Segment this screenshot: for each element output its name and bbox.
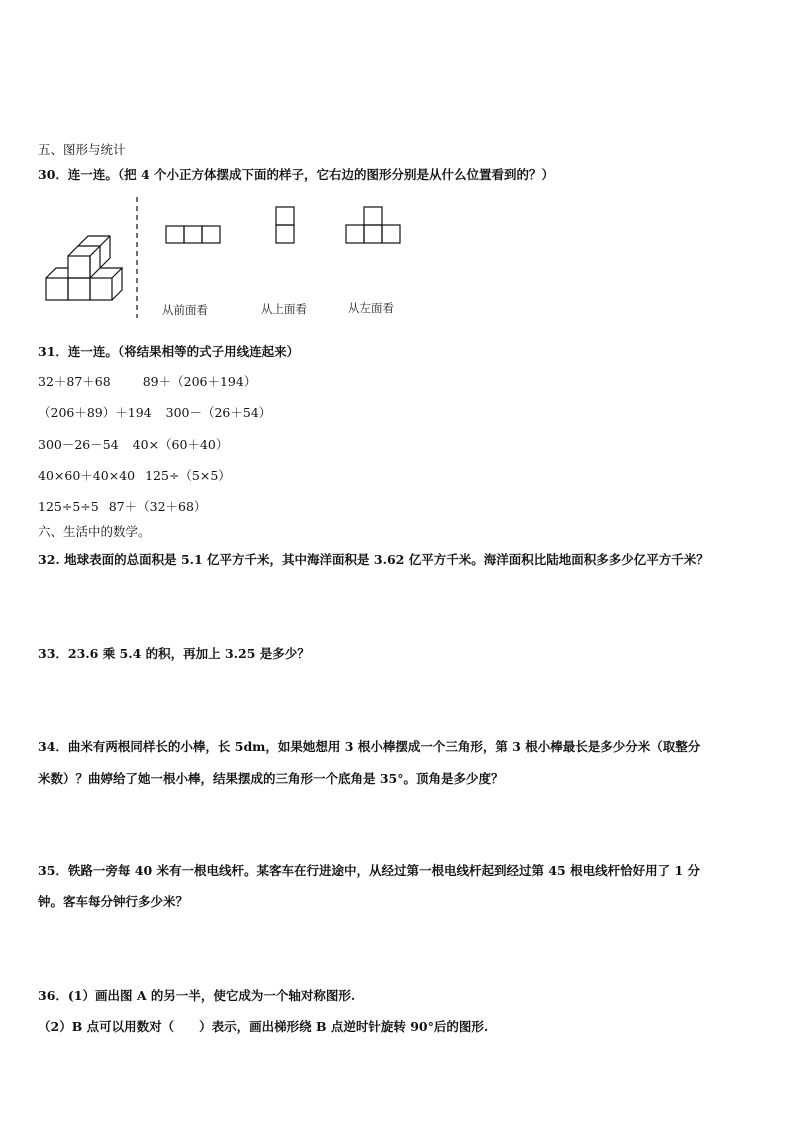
expression-left: 300－26－54 <box>38 437 119 452</box>
expression-row <box>38 437 228 453</box>
expression-row <box>38 468 231 484</box>
question-35-line-2: 钟。客车每分钟行多少米？ <box>38 894 189 909</box>
front-view-figure <box>166 226 220 243</box>
question-36-part-1: 36．(1）画出图 A 的另一半，使它成为一个轴对称图形. <box>38 988 356 1003</box>
expression-row <box>38 499 206 515</box>
question-33-text: 33．23.6 乘 5.4 的积，再加上 3.25 是多少？ <box>38 646 310 661</box>
expression-left: 40×60＋40×40 <box>38 468 136 483</box>
expression-row <box>38 405 271 421</box>
caption-top-view: 从上面看 <box>261 302 307 316</box>
expression-right: 125÷（5×5） <box>145 468 231 483</box>
expression-right: 89＋（206＋194） <box>142 374 257 389</box>
expression-left: 125÷5÷5 <box>38 499 99 514</box>
expression-left: （206＋89）＋194 <box>38 405 152 420</box>
expression-left: 32＋87＋68 <box>38 374 111 389</box>
question-34-line-1: 34．曲米有两根同样长的小棒，长 5dm，如果她想用 3 根小棒摆成一个三角形，第 3 根小棒最长是多少分米（取整分 <box>38 739 701 754</box>
cube-stack-figure <box>46 236 122 300</box>
question-34-line-2: 米数）？曲婷给了她一根小棒，结果摆成的三角形一个底角是 35°。顶角是多少度？ <box>38 771 504 786</box>
left-view-figure <box>346 207 400 243</box>
question-36-part-2: （2）B 点可以用数对（ ）表示，画出梯形绕 B 点逆时针旋转 90°后的图形. <box>38 1019 489 1034</box>
top-view-figure <box>276 207 294 243</box>
question-32-text: 32. 地球表面的总面积是 5.1 亿平方千米，其中海洋面积是 3.62 亿平方千米。海洋面积比陆地面积多多少亿平方千米？ <box>38 552 709 567</box>
question-35-line-1: 35．铁路一旁每 40 米有一根电线杆。某客车在行进途中，从经过第一根电线杆起到经过第 45 根电线杆恰好用了 1 分 <box>38 863 700 878</box>
expression-right: 300－（26＋54） <box>165 405 272 420</box>
caption-left-view: 从左面看 <box>348 301 394 315</box>
expression-row <box>38 374 256 390</box>
question-31-text: 31．连一连。（将结果相等的式子用线连起来） <box>38 344 300 359</box>
caption-front-view: 从前面看 <box>162 303 208 317</box>
section-5-title: 五、图形与统计 <box>38 142 126 157</box>
section-6-title: 六、生活中的数学。 <box>38 524 151 539</box>
question-30-text: 30．连一连。（把 4 个小正方体摆成下面的样子，它右边的图形分别是从什么位置看到的？） <box>38 167 555 182</box>
expression-right: 87＋（32＋68） <box>108 499 207 514</box>
expression-right: 40×（60＋40） <box>132 437 229 452</box>
